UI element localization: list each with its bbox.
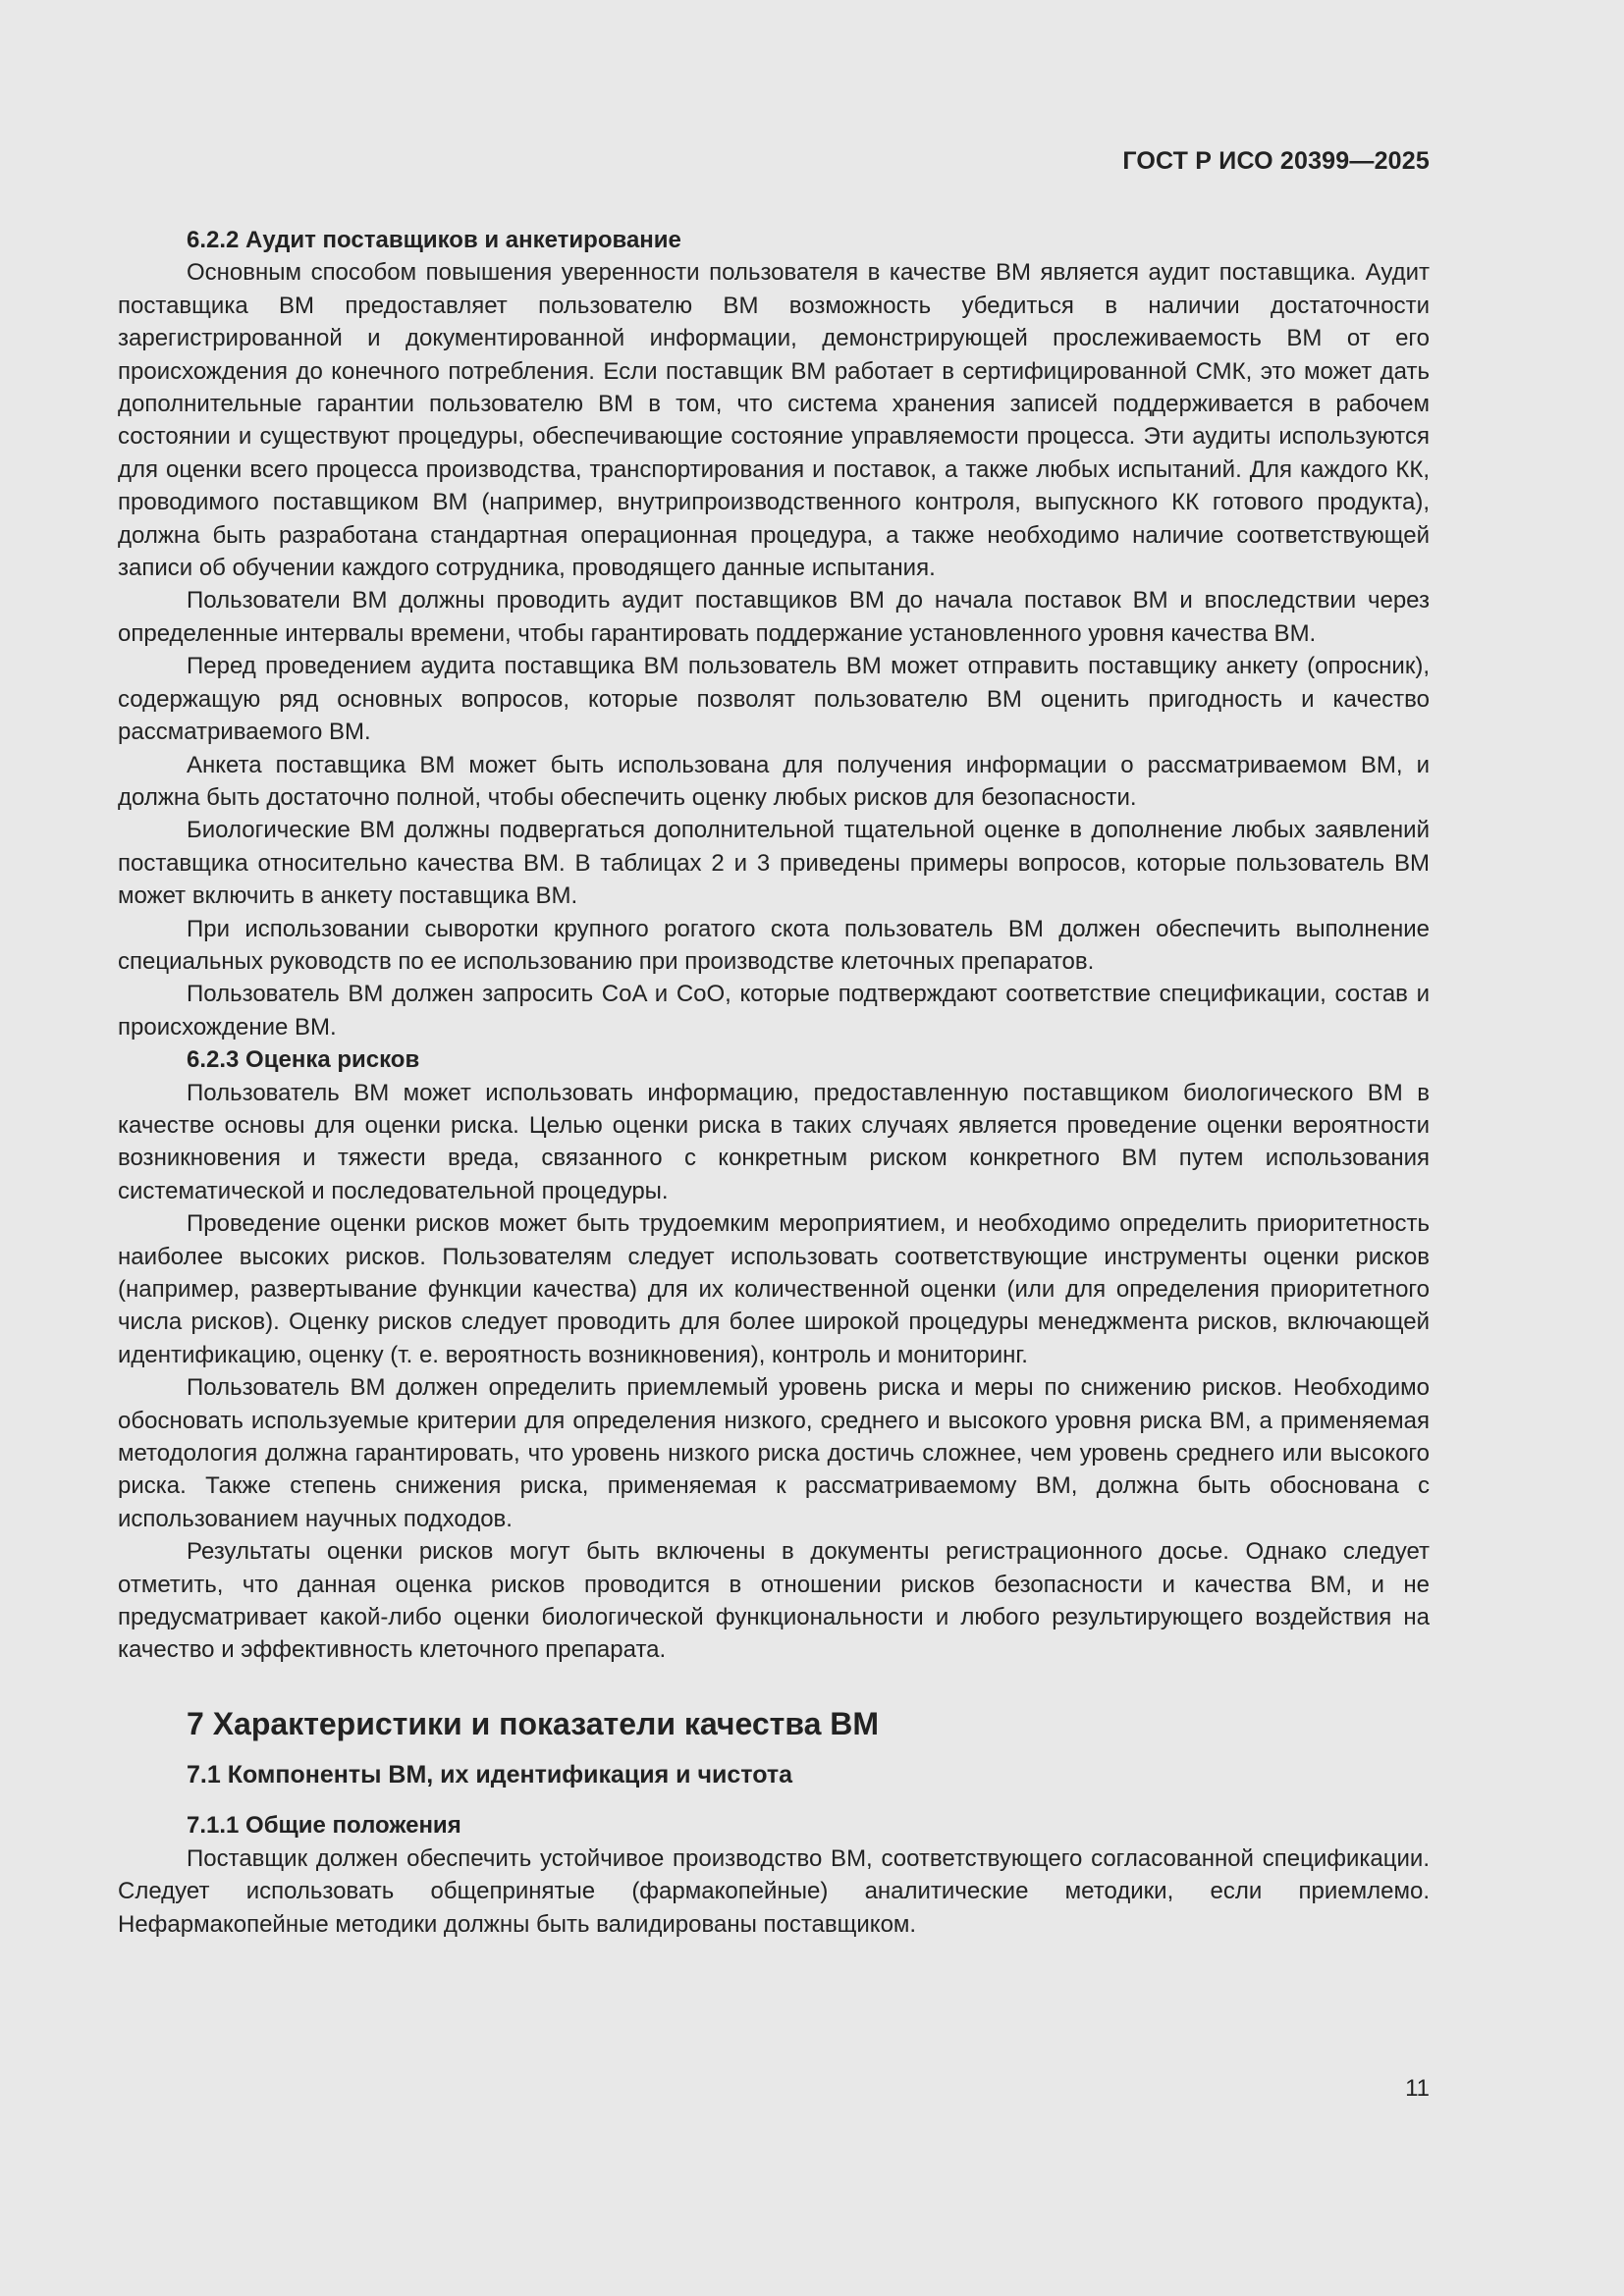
paragraph: Поставщик должен обеспечить устойчивое производство ВМ, соответствующего согласованной спецификации. Следует использовать общепринятые (фармакопейные) аналитические методики, если приемлемо. Нефармакопейные методики должны быть валидированы поставщиком. <box>118 1844 1430 1938</box>
paragraph: Пользователь ВМ должен определить приемлемый уровень риска и меры по снижению рисков. Необходимо обосновать используемые критерии для определения низкого, среднего и высокого уровня риска ВМ, а применяемая методология должна гарантировать, что уровень низкого риска достичь сложнее, чем уровень среднего или высокого риска. Также степень снижения риска, применяемая к рассматриваемому ВМ, должна быть обоснована с использованием научных подходов. <box>118 1374 1430 1532</box>
section-6-2-2-title: 6.2.2 Аудит поставщиков и анкетирование <box>187 227 681 253</box>
section-7-1-title: 7.1 Компоненты ВМ, их идентификация и чистота <box>187 1760 792 1789</box>
paragraph: Пользователь ВМ должен запросить CoA и CoO, которые подтверждают соответствие спецификации, состав и происхождение ВМ. <box>118 981 1430 1041</box>
paragraph: Перед проведением аудита поставщика ВМ пользователь ВМ может отправить поставщику анкету (опросник), содержащую ряд основных вопросов, которые позволят пользователю ВМ оценить пригодность и качество рассматриваемого ВМ. <box>118 653 1430 746</box>
document-code-header: ГОСТ Р ИСО 20399—2025 <box>1122 147 1430 175</box>
paragraph: Биологические ВМ должны подвергаться дополнительной тщательной оценке в дополнение любых заявлений поставщика относительно качества ВМ. В таблицах 2 и 3 приведены примеры вопросов, которые пользователь ВМ может включить в анкету поставщика ВМ. <box>118 817 1430 910</box>
section-6-2-3-title: 6.2.3 Оценка рисков <box>187 1046 420 1074</box>
section-7-title: 7 Характеристики и показатели качества ВМ <box>187 1705 880 1741</box>
section-7-1-1-title: 7.1.1 Общие положения <box>187 1812 461 1840</box>
paragraph: Пользователи ВМ должны проводить аудит поставщиков ВМ до начала поставок ВМ и впоследствии через определенные интервалы времени, чтобы гарантировать поддержание установленного уровня качества ВМ. <box>118 587 1430 647</box>
paragraph: Проведение оценки рисков может быть трудоемким мероприятием, и необходимо определить приоритетность наиболее высоких рисков. Пользователям следует использовать соответствующие инструменты оценки рисков (например, развертывание функции качества) для их количественной оценки (или для определения приоритетного числа рисков). Оценку рисков следует проводить для более широкой процедуры менеджмента рисков, включающей идентификацию, оценку (т. е. вероятность возникновения), контроль и мониторинг. <box>118 1210 1430 1368</box>
paragraph: Основным способом повышения уверенности пользователя в качестве ВМ является аудит поставщика. Аудит поставщика ВМ предоставляет пользователю ВМ возможность убедиться в наличии достаточности зарегистрированной и документированной информации, демонстрирующей прослеживаемость ВМ от его происхождения до конечного потребления. Если поставщик ВМ работает в сертифицированной СМК, это может дать дополнительные гарантии пользователю ВМ в том, что система хранения записей поддерживается в рабочем состоянии и существуют процедуры, обеспечивающие состояние управляемости процесса. Эти аудиты используются для оценки всего процесса производства, транспортирования и поставок, а также любых испытаний. Для каждого КК, проводимого поставщиком ВМ (например, внутрипроизводственного контроля, выпускного КК готового продукта), должна быть разработана стандартная операционная процедура, а также необходимо наличие соответствующей записи об обучении каждого сотрудника, проводящего данные испытания. <box>118 259 1430 582</box>
paragraph: Анкета поставщика ВМ может быть использована для получения информации о рассматриваемом ВМ, и должна быть достаточно полной, чтобы обеспечить оценку любых рисков для безопасности. <box>118 751 1430 811</box>
paragraph: При использовании сыворотки крупного рогатого скота пользователь ВМ должен обеспечить выполнение специальных руководств по ее использованию при производстве клеточных препаратов. <box>118 915 1430 975</box>
paragraph: Пользователь ВМ может использовать информацию, предоставленную поставщиком биологического ВМ в качестве основы для оценки риска. Целью оценки риска в таких случаях является проведение оценки вероятности возникновения и тяжести вреда, связанного с конкретным риском конкретного ВМ путем использования систематической и последовательной процедуры. <box>118 1079 1430 1204</box>
paragraph: Результаты оценки рисков могут быть включены в документы регистрационного досье. Однако следует отметить, что данная оценка рисков проводится в отношении рисков безопасности и качества ВМ, и не предусматривает какой-либо оценки биологической функциональности и любого результирующего воздействия на качество и эффективность клеточного препарата. <box>118 1538 1430 1664</box>
page-number: 11 <box>1405 2075 1430 2102</box>
page-content <box>118 224 1430 1941</box>
